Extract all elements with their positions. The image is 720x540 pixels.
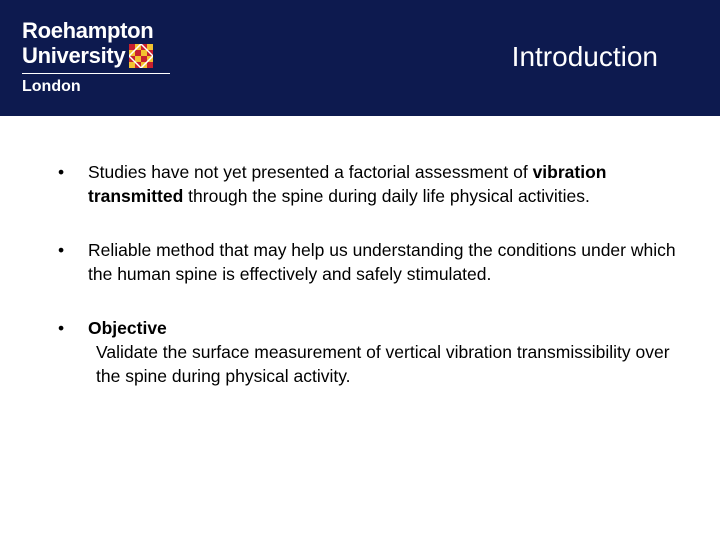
bullet-item [58, 160, 678, 208]
slide-content [58, 160, 678, 418]
university-logo [22, 18, 172, 96]
bullet-item [58, 238, 678, 286]
bullet-item [58, 316, 678, 388]
logo-line-roehampton: Roehampton [22, 18, 154, 43]
bullet-text-pre: Studies have not yet presented a factorial assessment of [88, 162, 533, 182]
objective-heading: Objective [88, 318, 167, 338]
slide-title: Introduction [511, 41, 658, 72]
objective-text: Validate the surface measurement of vertical vibration transmissibility over the spine during physical activity. [96, 342, 670, 386]
bullet-dot: • [58, 318, 65, 338]
logo-divider [22, 73, 170, 74]
logo-line-london: London [22, 78, 81, 95]
bullet-text: Reliable method that may help us understanding the conditions under which the human spine is effectively and safely stimulated. [88, 240, 676, 284]
bullet-dot: • [58, 240, 65, 260]
bullet-text-post: through the spine during daily life physical activities. [183, 186, 590, 206]
logo-line-university: University [22, 43, 126, 68]
bullet-dot: • [58, 162, 65, 182]
crest-icon [129, 44, 153, 68]
slide-header [0, 0, 720, 116]
bullet-text-emphasis: vibration transmitted [88, 162, 607, 206]
